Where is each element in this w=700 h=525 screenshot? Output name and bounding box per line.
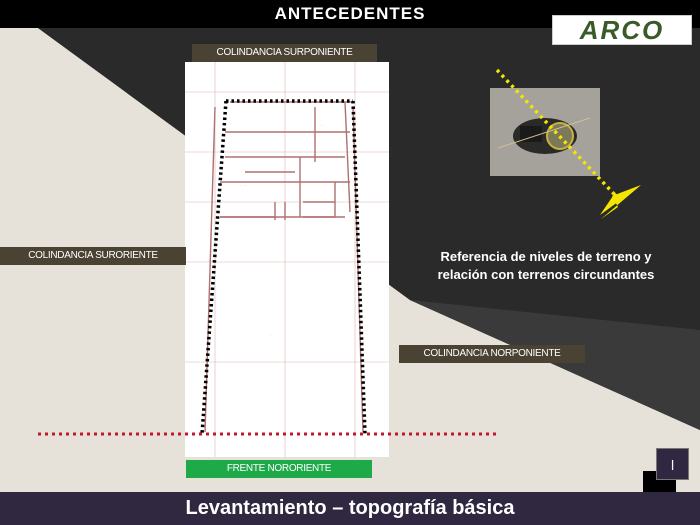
- svg-text:· ·: · ·: [320, 123, 324, 128]
- company-logo: [552, 15, 692, 45]
- page-indicator[interactable]: l: [656, 448, 689, 480]
- footer-title: Levantamiento – topografía básica: [185, 497, 515, 519]
- page-title: ANTECEDENTES: [0, 0, 700, 28]
- svg-text:· · ·: · · ·: [240, 183, 247, 188]
- label-frente-nororiente: FRENTE NORORIENTE: [186, 460, 372, 478]
- svg-text:· · · ·: · · · ·: [245, 130, 254, 135]
- site-plan-drawing: [185, 62, 389, 457]
- label-colindancia-norponiente: COLINDANCIA NORPONIENTE: [399, 345, 585, 363]
- label-colindancia-surponiente: COLINDANCIA SURPONIENTE: [192, 44, 377, 62]
- site-plan: [185, 62, 389, 457]
- reference-note: [413, 248, 679, 284]
- label-colindancia-suroriente: COLINDANCIA SURORIENTE: [0, 247, 186, 265]
- reference-note-line2: relación con terrenos circundantes: [437, 267, 655, 282]
- svg-text:·: ·: [270, 333, 272, 338]
- reference-note-line1: Referencia de niveles de terreno y: [440, 249, 652, 264]
- logo-text: ARCO: [579, 14, 665, 45]
- compass-photo: [490, 88, 600, 176]
